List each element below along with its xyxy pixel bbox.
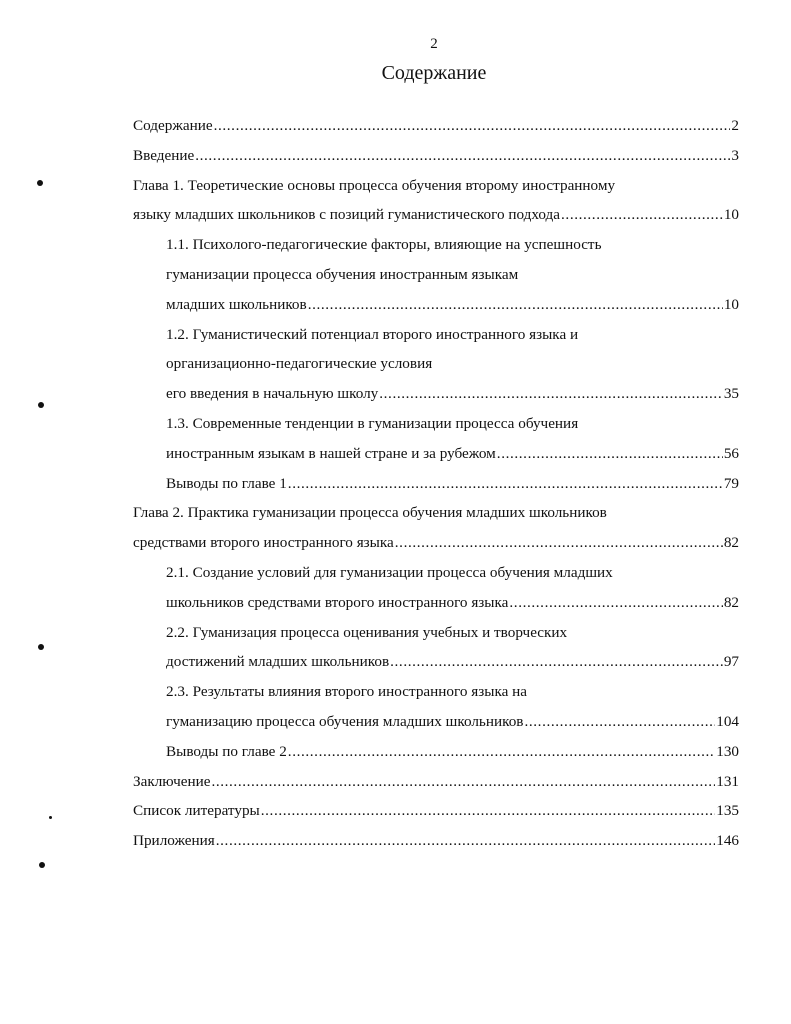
toc-entry-appendices: [133, 826, 739, 856]
page-title: Содержание: [381, 62, 487, 84]
toc-entry-section-2-3: [166, 707, 739, 737]
toc-entry-section-1-3-line1: 1.3. Современные тенденции в гуманизации процесса обучения: [166, 414, 579, 432]
toc-entry-title: средствами второго иностранного языка: [133, 534, 394, 552]
toc-entry-section-2-1: [166, 588, 739, 618]
toc-entry-page: 2: [731, 117, 739, 134]
toc-entry-section-1-2: [166, 379, 739, 409]
binding-hole-mark: [37, 180, 43, 186]
toc-entry-conclusions-chapter-1: [166, 469, 739, 499]
toc-entry-page: 82: [723, 593, 739, 611]
toc-entry-title: Приложения: [133, 832, 215, 850]
toc-entry-contents: [133, 111, 739, 141]
dot-leader: [395, 528, 723, 558]
toc-entry-section-1-3: [166, 439, 739, 469]
dot-leader: [509, 588, 722, 618]
toc-entry-page: 135: [716, 802, 739, 820]
toc-entry-references: [133, 796, 739, 826]
toc-entry-title: Заключение: [133, 772, 211, 790]
binding-hole-mark: [38, 644, 44, 650]
dot-leader: [195, 141, 730, 171]
dot-leader: [379, 379, 723, 409]
toc-entry-title: Выводы по главе 2: [166, 742, 287, 760]
toc-entry-page: 130: [716, 742, 739, 760]
toc-entry-section-1-2-line1: 1.2. Гуманистический потенциал второго иностранного языка и: [166, 325, 579, 343]
dot-leader: [497, 439, 723, 469]
toc-entry-chapter-1: [133, 200, 739, 230]
toc-entry-page: 3: [731, 146, 739, 164]
toc-entry-section-1-1: [166, 290, 739, 320]
toc-entry-title: гуманизацию процесса обучения младших школьников: [166, 712, 524, 730]
toc-entry-conclusion: [133, 767, 739, 797]
toc-entry-page: 79: [723, 474, 739, 492]
toc-entry-chapter-2-line1: Глава 2. Практика гуманизации процесса обучения младших школьников: [133, 504, 607, 522]
toc-entry-title: Содержание: [133, 117, 213, 134]
toc-entry-title: языку младших школьников с позиций гуманистического подхода: [133, 206, 561, 224]
toc-entry-title: Введение: [133, 146, 195, 164]
toc-entry-section-2-2-line1: 2.2. Гуманизация процесса оценивания учебных и творческих: [166, 623, 568, 641]
page-number: 2: [430, 36, 438, 52]
toc-entry-page: 35: [723, 385, 739, 403]
toc-entry-chapter-2: [133, 528, 739, 558]
toc-entry-title: его введения в начальную школу: [166, 385, 379, 403]
toc-entry-section-2-1-line1: 2.1. Создание условий для гуманизации процесса обучения младших: [166, 563, 613, 581]
dot-leader: [561, 200, 723, 230]
toc-entry-page: 97: [723, 653, 739, 671]
binding-hole-mark: [49, 816, 52, 819]
toc-entry-page: 10: [723, 295, 739, 313]
dot-leader: [211, 767, 715, 797]
toc-entry-page: 82: [723, 534, 739, 552]
toc-entry-page: 146: [716, 832, 739, 850]
toc-entry-page: 56: [723, 444, 739, 462]
binding-hole-mark: [39, 862, 45, 868]
dot-leader: [524, 707, 715, 737]
toc-entry-section-1-1-line1: 1.1. Психолого-педагогические факторы, влияющие на успешность: [166, 236, 602, 254]
toc-entry-page: 10: [723, 206, 739, 224]
toc-entry-title: иностранным языкам в нашей стране и за рубежом: [166, 444, 496, 462]
toc-entry-page: 104: [716, 712, 739, 730]
dot-leader: [261, 796, 715, 826]
toc-entry-intro: [133, 141, 739, 171]
dot-leader: [214, 111, 731, 141]
dot-leader: [288, 737, 715, 767]
toc-entry-title: достижений младших школьников: [166, 653, 390, 671]
toc-entry-title: школьников средствами второго иностранного языка: [166, 593, 509, 611]
dot-leader: [288, 469, 723, 499]
toc-entry-section-1-1-line2: гуманизации процесса обучения иностранным языкам: [166, 265, 519, 283]
toc-entry-title: Выводы по главе 1: [166, 474, 287, 492]
toc-entry-section-2-3-line1: 2.3. Результаты влияния второго иностранного языка на: [166, 683, 528, 701]
dot-leader: [308, 290, 723, 320]
toc-entry-chapter-1-line1: Глава 1. Теоретические основы процесса обучения второму иностранному: [133, 176, 616, 194]
toc-entry-section-1-2-line2: организационно-педагогические условия: [166, 355, 433, 373]
toc-entry-title: младших школьников: [166, 295, 307, 313]
dot-leader: [390, 647, 723, 677]
toc-entry-conclusions-chapter-2: [166, 737, 739, 767]
dot-leader: [216, 826, 715, 856]
binding-hole-mark: [38, 402, 44, 408]
toc-entry-page: 131: [716, 772, 739, 790]
toc-entry-section-2-2: [166, 647, 739, 677]
toc-entry-title: Список литературы: [133, 802, 260, 820]
table-of-contents: [133, 111, 739, 856]
